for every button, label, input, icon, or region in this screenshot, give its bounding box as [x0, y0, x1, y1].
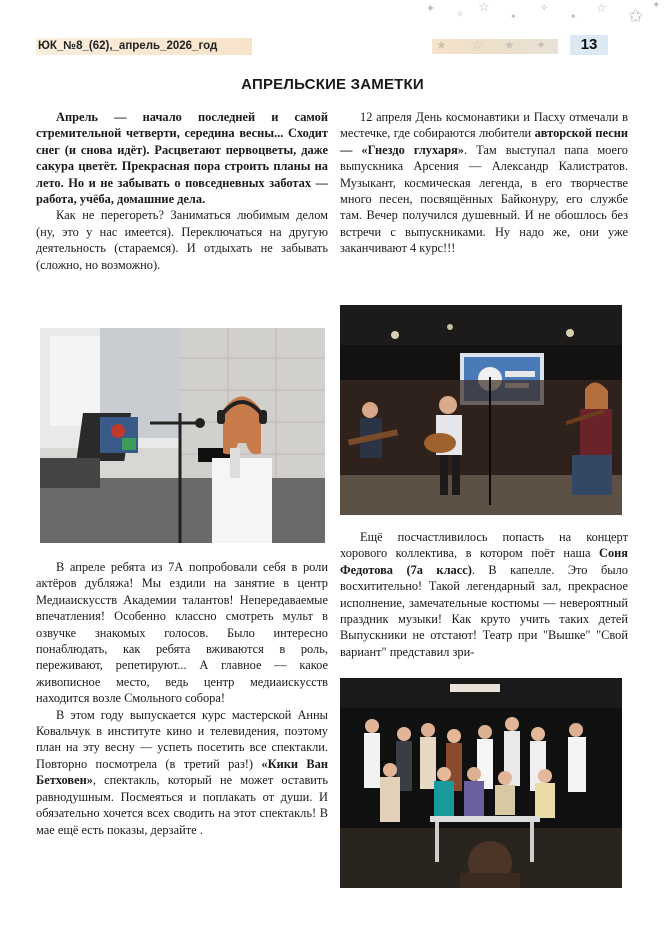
student-name: Соня Федотова (7а класс) [340, 546, 628, 577]
text-run: В этом году выпускается курс мастерской Анны Ковальчук в институте кино и телевидения, поэтому план на эту весну — успеть посетить все спектакли. Повторно посмотрела (в третий раз!) [36, 707, 328, 771]
choir-paragraph [340, 529, 628, 660]
text-run: 12 апреля День космонавтики и Пасху отмечали в местечке, где собираются любители [340, 110, 628, 141]
intro-bold-text: Апрель — начало последней и самой стремительной четверти, середина весны... Сходит снег (и снова идёт). Расцветают первоцветы, даже сакура цветёт. Прекрасная пора строить планы на лето. Но и не забывать о повседневных заботах — работа, учёба, домашние дела. [36, 110, 328, 207]
text-run: Ещё посчастливилось попасть на концерт хорового коллектива, в котором поёт наша [340, 530, 628, 561]
text-run: . В капелле. Это было восхитительно! Такой легендарный зал, прекрасное исполнение, замечательные костюмы — невероятный праздник музыки! Как круто учить таких детей Выпускники не отстают! Театр при "Вышке" "Свой вариант" представил зри- [340, 562, 628, 659]
dubbing-paragraph: В апреле ребята из 7А попробовали себя в роли актёров дубляжа! Мы ездили на занятие в центр Медиаискусств Академии талантов! Непередаваемые впечатления! Особенно классно смотреть мульт в озвучке знакомых голосов. Было интересно понаблюдать, как ребята вживаются в роль, переживают, репетируют... А главное — какое живописное место, ведь центр медиаискусств находится возле Смольного собора! [36, 560, 328, 706]
dubbing-column [36, 559, 328, 838]
text-run: . Там выступал папа моего выпускника Арсения — Александр Калистратов. Музыкант, космическая легенда, в его творчестве много песен, посвящённых Байконуру, его службе там. Вечер получился душевный. И не обошлось без встречи с выпускниками. Ну надо же, они уже заканчивают 4 курс!!! [340, 142, 628, 256]
photo-theatre-group [340, 678, 622, 888]
intro-column [36, 109, 328, 273]
page-title: АПРЕЛЬСКИЕ ЗАМЕТКИ [241, 76, 424, 93]
club-name: авторской песни — «Гнездо глухаря» [340, 126, 628, 157]
choir-column [340, 529, 628, 660]
page-number: 13 [570, 35, 608, 55]
text-run: , спектакль, который не может оставить равнодушным. Посмеяться и поплакать от души. И обязательно хочется всех сводить на этот спектакль! В мае ещё есть показы, дерзайте . [36, 773, 328, 837]
intro-paragraph-2: Как не перегореть? Заниматься любимым делом (ну, это у нас имеется). Переключаться на другую деятельность (стараемся). И отдыхать не забывать (сложно, но возможно). [36, 208, 328, 272]
photo-concert-stage [340, 305, 622, 515]
intro-paragraph [36, 109, 328, 207]
play-title: «Кики Ван Бетховен» [36, 756, 328, 788]
cosmonautics-column [340, 109, 628, 257]
theatre-paragraph [36, 707, 328, 838]
issue-label: ЮК_№8_(62),_апрель_2026_год [36, 38, 252, 55]
decorative-stars: ✦ ✧ ☆ ✦ ✧ ✦ ☆ ✩ ✦ [426, 0, 661, 27]
header-decor-bar: ★ ☆ ★ ✦ [432, 39, 558, 54]
cosmonautics-paragraph [340, 109, 628, 257]
photo-dubbing-studio [40, 328, 325, 543]
